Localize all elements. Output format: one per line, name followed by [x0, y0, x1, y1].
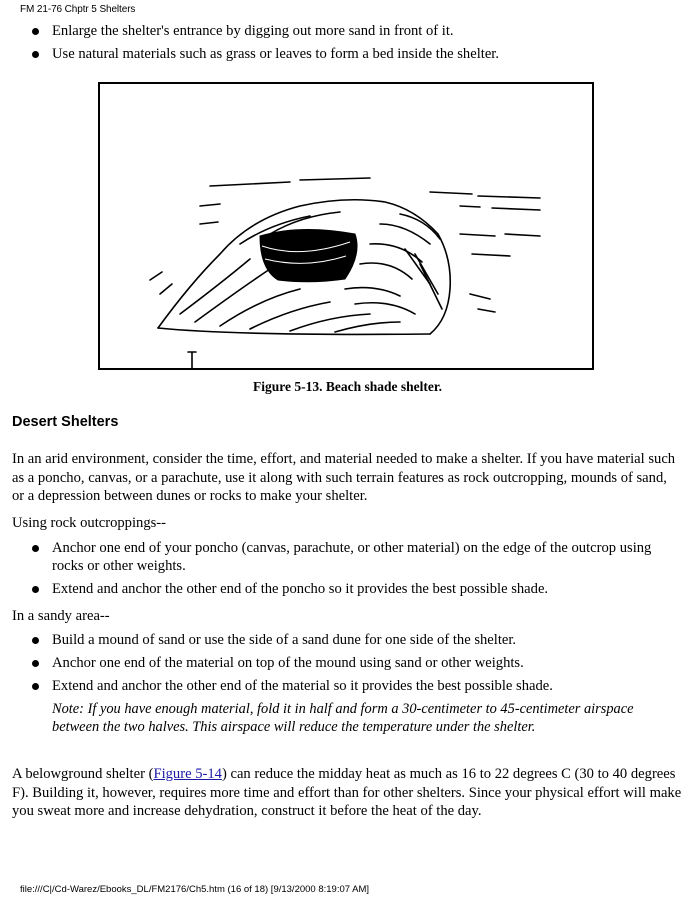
belowground-text-start: A belowground shelter ( [12, 766, 154, 782]
list-item: Anchor one end of your poncho (canvas, parachute, or other material) on the edge of the outcrop using rocks or other weights. [26, 539, 686, 575]
belowground-paragraph [12, 765, 682, 821]
top-bullet-list [26, 22, 499, 68]
belowground-text-end: ) can reduce the midday heat as much as 16 to 22 degrees C (30 to 40 degrees F). Building it, however, requires more time and effort than for other shelters. Since your physical effort will make you sweat more and increase dehydration, construct it before the heat of the day. [12, 766, 682, 819]
list-item: Use natural materials such as grass or leaves to form a bed inside the shelter. [26, 45, 499, 63]
list-item: Enlarge the shelter's entrance by digging out more sand in front of it. [26, 22, 499, 40]
sandy-area-label: In a sandy area-- [12, 608, 110, 624]
beach-shelter-illustration [100, 84, 592, 368]
figure-5-14-link[interactable]: Figure 5-14 [153, 766, 222, 782]
rock-bullet-list [26, 539, 686, 603]
list-item: Build a mound of sand or use the side of a sand dune for one side of the shelter. [26, 631, 686, 649]
list-item: Extend and anchor the other end of the material so it provides the best possible shade. [26, 677, 686, 695]
sand-bullet-list [26, 631, 686, 700]
page-footer: file:///C|/Cd-Warez/Ebooks_DL/FM2176/Ch5.htm (16 of 18) [9/13/2000 8:19:07 AM] [20, 884, 370, 895]
rock-outcroppings-label: Using rock outcroppings-- [12, 515, 167, 531]
beach-shelter-figure [98, 82, 594, 370]
section-heading-desert-shelters: Desert Shelters [12, 414, 119, 430]
note-paragraph: Note: If you have enough material, fold it in half and form a 30-centimeter to 45-centimeter airspace between the two halves. This airspace will reduce the temperature under the shelter. [52, 701, 634, 735]
page-header: FM 21-76 Chptr 5 Shelters [20, 4, 136, 15]
figure-caption: Figure 5-13. Beach shade shelter. [253, 379, 442, 394]
list-item: Extend and anchor the other end of the poncho so it provides the best possible shade. [26, 580, 686, 598]
desert-intro-paragraph: In an arid environment, consider the time, effort, and material needed to make a shelter. If you have material such as a poncho, canvas, or a parachute, use it along with such terrain features as rock outcropping, mounds of sand, or a depression between dunes or rocks to make your shelter. [12, 451, 676, 504]
list-item: Anchor one end of the material on top of the mound using sand or other weights. [26, 654, 686, 672]
